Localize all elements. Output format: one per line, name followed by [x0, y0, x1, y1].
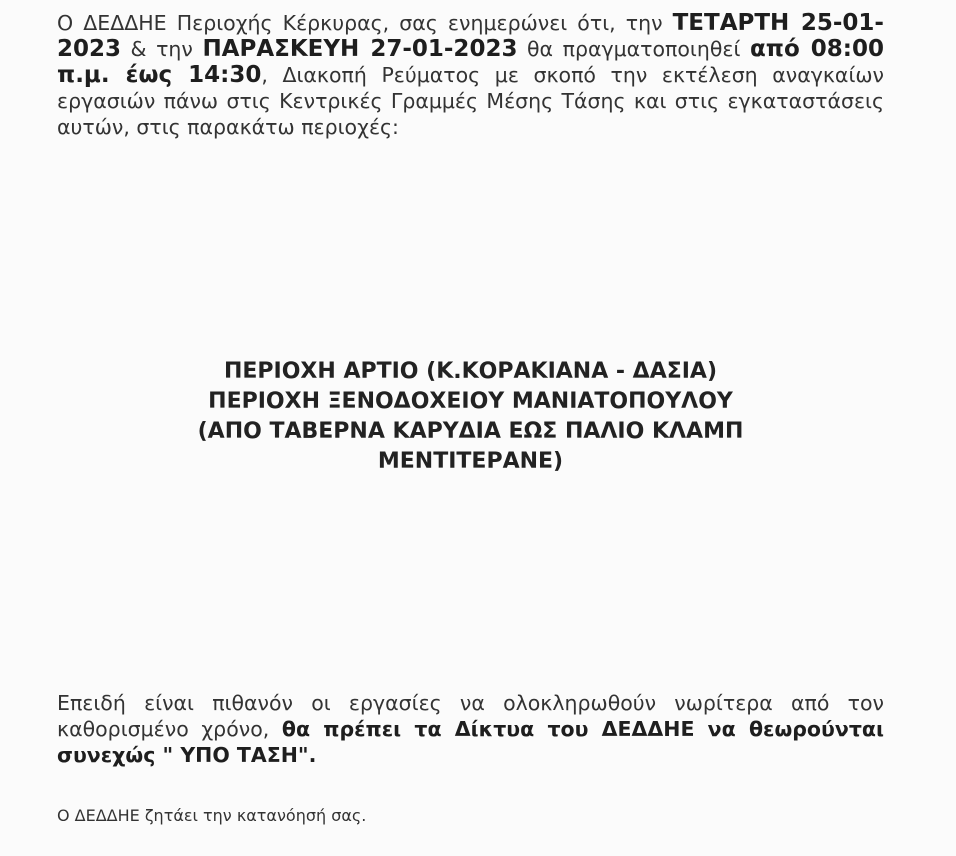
intro-text-2: & την — [121, 37, 203, 61]
outage-time: από 08:00 π.μ. έως 14:30 — [57, 36, 885, 88]
date-friday: ΠΑΡΑΣΚΕΥΗ 27-01-2023 — [202, 36, 518, 62]
area-line: ΜΕΝΤΙΤΕΡΑΝΕ) — [377, 449, 564, 474]
intro-text-4: , Διακοπή Ρεύματος με σκοπό την εκτέλεση αναγκαίων εργασιών πάνω στις Κεντρικές Γραμμές Μέσης Τάσης και στις εγκαταστάσεις αυτών, στις παρακάτω περιοχές: — [57, 63, 885, 139]
warning-text: Επειδή είναι πιθανόν οι εργασίες να ολοκληρωθούν νωρίτερα από τον καθορισμένο χρόνο, — [57, 691, 884, 741]
warning-paragraph — [57, 690, 884, 768]
closing-line: Ο ΔΕΔΔΗΕ ζητάει την κατανόησή σας. — [57, 806, 367, 825]
intro-text-1: Ο ΔΕΔΔΗΕ Περιοχής Κέρκυρας, σας ενημερώνει ότι, την — [57, 11, 673, 35]
intro-text-3: θα πραγματοποιηθεί — [517, 37, 750, 61]
intro-paragraph — [57, 10, 884, 140]
warning-bold-text: θα πρέπει τα Δίκτυα του ΔΕΔΔΗΕ να θεωρούνται συνεχώς " ΥΠΟ ΤΑΣΗ". — [57, 717, 884, 767]
date-wednesday: ΤΕΤΑΡΤΗ 25-01-2023 — [57, 10, 884, 62]
area-line: (ΑΠΟ ΤΑΒΕΡΝΑ ΚΑΡΥΔΙΑ ΕΩΣ ΠΑΛΙΟ ΚΛΑΜΠ — [197, 419, 744, 444]
area-line: ΠΕΡΙΟΧΗ ΑΡΤΙΟ (Κ.ΚΟΡΑΚΙΑΝΑ - ΔΑΣΙΑ) — [223, 359, 718, 384]
area-line: ΠΕΡΙΟΧΗ ΞΕΝΟΔΟΧΕΙΟΥ ΜΑΝΙΑΤΟΠΟΥΛΟΥ — [208, 389, 733, 414]
affected-areas — [57, 357, 884, 477]
